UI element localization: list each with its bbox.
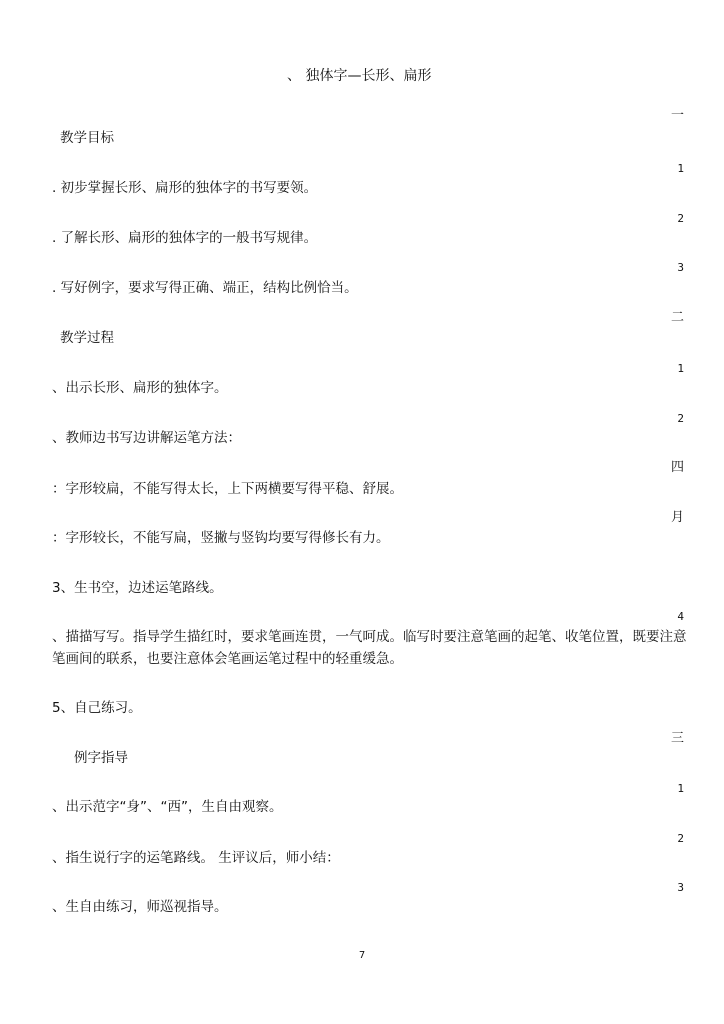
list-item: 3、生书空，边述运笔路线。 bbox=[52, 580, 223, 596]
list-item: . 了解长形、扁形的独体字的一般书写规律。 bbox=[52, 230, 318, 246]
section-heading: 教学目标 bbox=[60, 130, 114, 146]
page-number: 7 bbox=[358, 950, 366, 961]
section-heading: 例字指导 bbox=[74, 750, 128, 766]
margin-marker-2: 2 bbox=[677, 412, 684, 425]
list-item: 、生自由练习，师巡视指导。 bbox=[52, 899, 228, 915]
margin-marker-4: 4 bbox=[677, 610, 684, 623]
paragraph: 、描描写写。指导学生描红时，要求笔画连贯，一气呵成。临写时要注意笔画的起笔、收笔位置，既要注意笔画间的联系，也要注意体会笔画运笔过程中的轻重缓急。 bbox=[52, 629, 687, 667]
section-heading: 教学过程 bbox=[60, 330, 114, 346]
margin-marker-si: 四 bbox=[670, 460, 684, 475]
list-item: ：字形较长，不能写扁，竖撇与竖钩均要写得修长有力。 bbox=[52, 530, 390, 546]
margin-marker-1: 1 bbox=[677, 362, 684, 375]
margin-marker-3: 3 bbox=[677, 881, 684, 894]
margin-marker-1: 1 bbox=[677, 162, 684, 175]
list-item: . 写好例字，要求写得正确、端正，结构比例恰当。 bbox=[52, 280, 358, 296]
margin-marker-3: 3 bbox=[677, 261, 684, 274]
margin-marker-yue: 月 bbox=[670, 510, 684, 525]
list-item: 、出示范字“身”、“西”，生自由观察。 bbox=[52, 799, 283, 815]
list-item: ：字形较扁，不能写得太长，上下两横要写得平稳、舒展。 bbox=[52, 481, 403, 497]
document-title: 、 独体字—长形、扁形 bbox=[287, 68, 432, 84]
margin-marker-section-1: 一 bbox=[670, 108, 684, 123]
list-item: 5、自己练习。 bbox=[52, 700, 142, 716]
list-item: . 初步掌握长形、扁形的独体字的书写要领。 bbox=[52, 180, 318, 196]
margin-marker-2: 2 bbox=[677, 832, 684, 845]
list-item: 、出示长形、扁形的独体字。 bbox=[52, 380, 228, 396]
margin-marker-section-2: 二 bbox=[670, 310, 684, 325]
margin-marker-section-3: 三 bbox=[670, 731, 684, 746]
list-item: 、教师边书写边讲解运笔方法： bbox=[52, 430, 241, 446]
list-item: 、指生说行字的运笔路线。 生评议后，师小结： bbox=[52, 850, 340, 866]
margin-marker-1: 1 bbox=[677, 782, 684, 795]
margin-marker-2: 2 bbox=[677, 212, 684, 225]
